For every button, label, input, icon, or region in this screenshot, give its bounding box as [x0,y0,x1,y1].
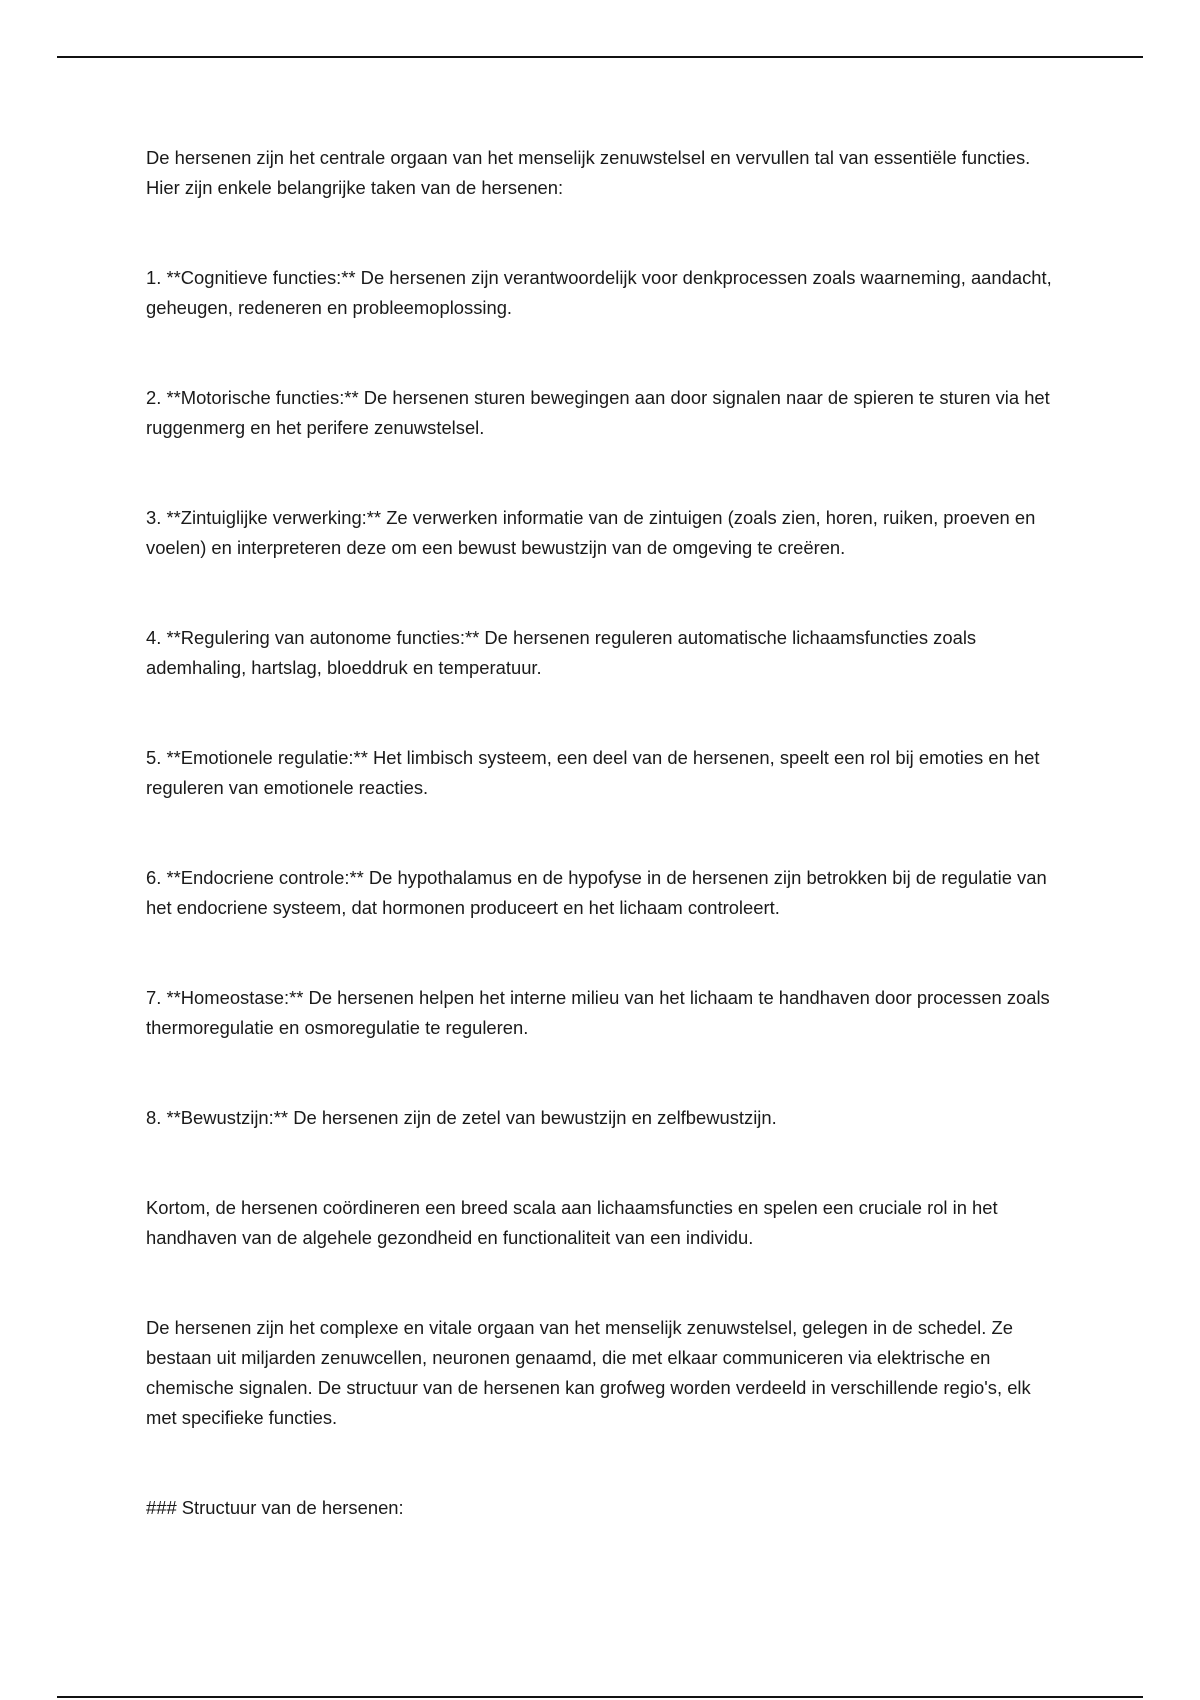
summary-paragraph: Kortom, de hersenen coördineren een breed scala aan lichaamsfuncties en spelen een cruciale rol in het handhaven van de algehele gezondheid en functionaliteit van een individu. [146,1197,998,1248]
list-item-cognitive-functions: 1. **Cognitieve functies:** De hersenen zijn verantwoordelijk voor denkprocessen zoals waarneming, aandacht, geheugen, redeneren en probleemoplossing. [146,267,1052,318]
document-body [146,143,1066,1523]
structure-intro-paragraph: De hersenen zijn het complexe en vitale orgaan van het menselijk zenuwstelsel, gelegen in de schedel. Ze bestaan uit miljarden zenuwcellen, neuronen genaamd, die met elkaar communiceren via elektrische en chemische signalen. De structuur van de hersenen kan grofweg worden verdeeld in verschillende regio's, elk met specifieke functies. [146,1317,1031,1428]
section-heading-structure: ### Structuur van de hersenen: [146,1497,404,1518]
list-item-motor-functions: 2. **Motorische functies:** De hersenen sturen bewegingen aan door signalen naar de spieren te sturen via het ruggenmerg en het perifere zenuwstelsel. [146,387,1050,438]
intro-paragraph: De hersenen zijn het centrale orgaan van het menselijk zenuwstelsel en vervullen tal van essentiële functies. Hier zijn enkele belangrijke taken van de hersenen: [146,147,1031,198]
list-item-endocrine-control: 6. **Endocriene controle:** De hypothalamus en de hypofyse in de hersenen zijn betrokken bij de regulatie van het endocriene systeem, dat hormonen produceert en het lichaam controleert. [146,867,1047,918]
header-rule [57,56,1143,58]
list-item-emotional-regulation: 5. **Emotionele regulatie:** Het limbisch systeem, een deel van de hersenen, speelt een rol bij emoties en het reguleren van emotionele reacties. [146,747,1040,798]
list-item-autonomic-regulation: 4. **Regulering van autonome functies:** De hersenen reguleren automatische lichaamsfuncties zoals ademhaling, hartslag, bloeddruk en temperatuur. [146,627,977,678]
list-item-consciousness: 8. **Bewustzijn:** De hersenen zijn de zetel van bewustzijn en zelfbewustzijn. [146,1107,777,1128]
list-item-homeostasis: 7. **Homeostase:** De hersenen helpen het interne milieu van het lichaam te handhaven door processen zoals thermoregulatie en osmoregulatie te reguleren. [146,987,1050,1038]
footer-rule [57,1696,1143,1698]
list-item-sensory-processing: 3. **Zintuiglijke verwerking:** Ze verwerken informatie van de zintuigen (zoals zien, horen, ruiken, proeven en voelen) en interpreteren deze om een bewust bewustzijn van de omgeving te creëren. [146,507,1036,558]
